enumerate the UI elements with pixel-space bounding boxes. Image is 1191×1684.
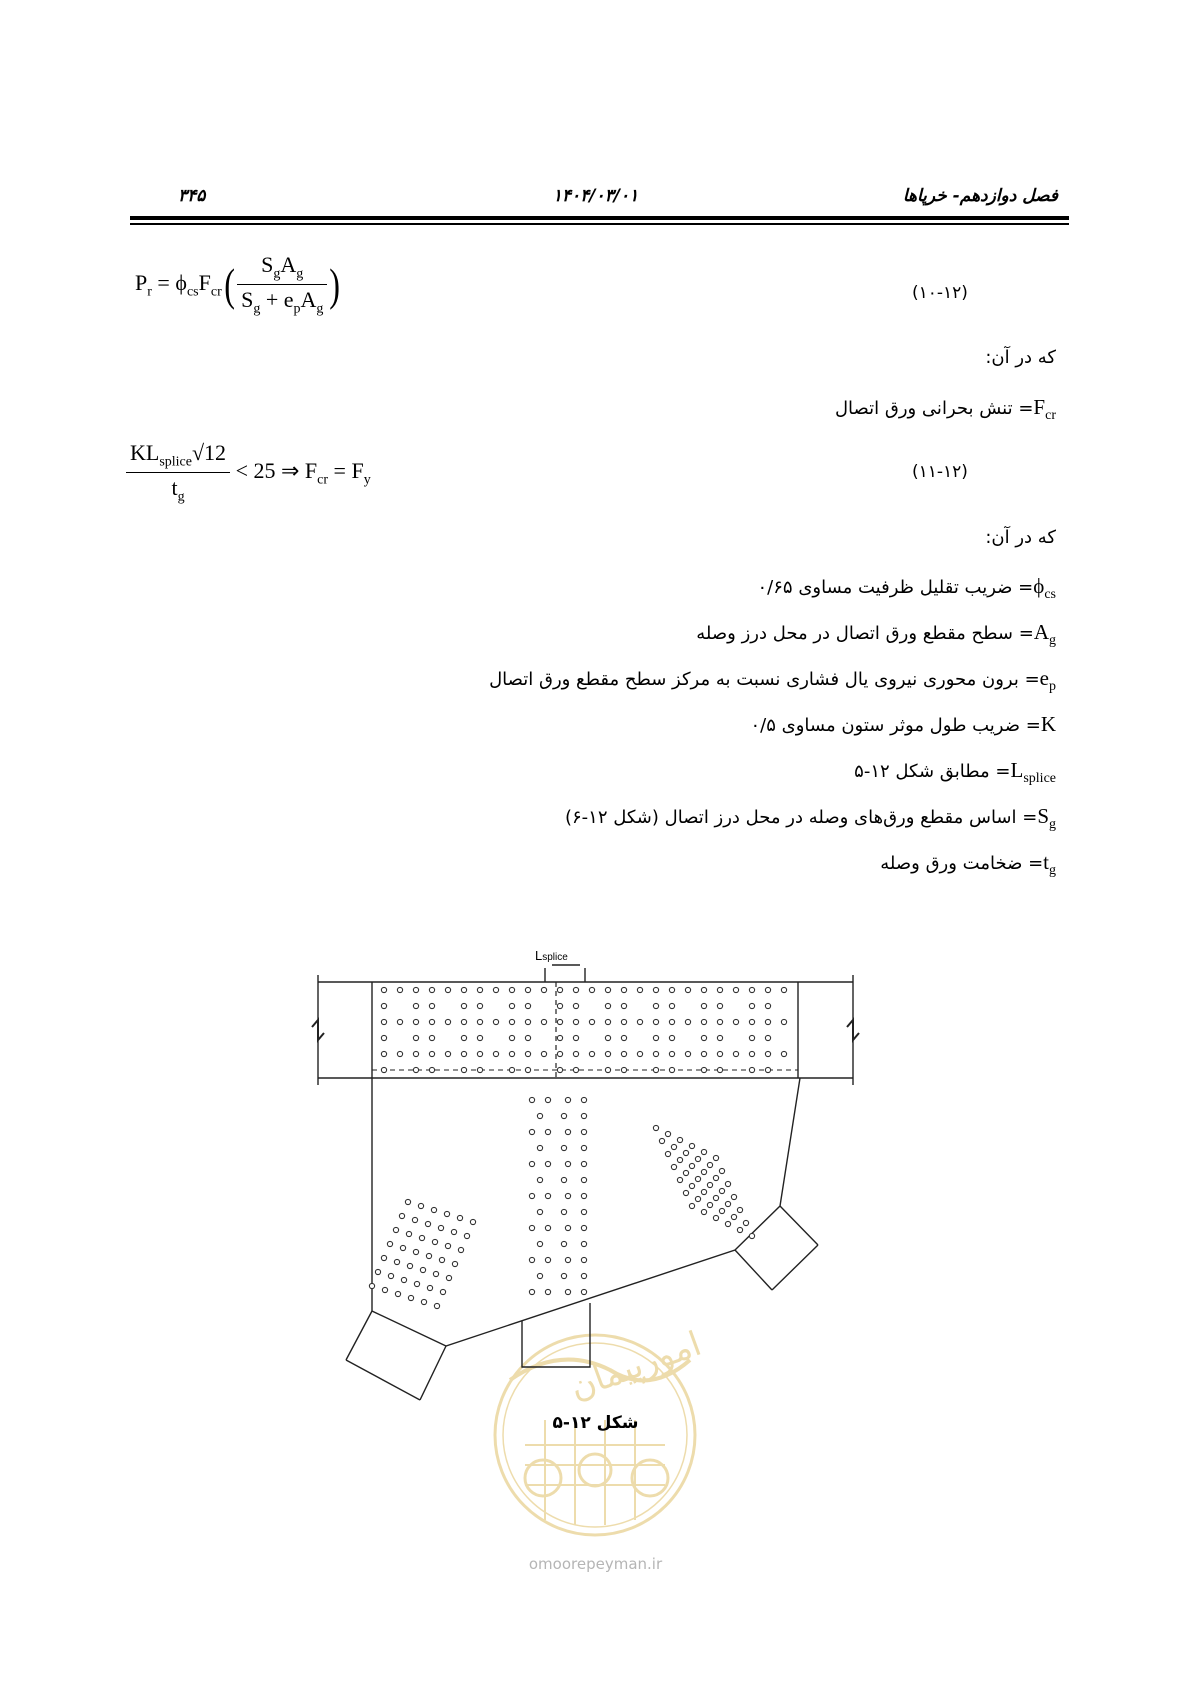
bolt-hole xyxy=(525,1067,530,1072)
bolt-hole xyxy=(461,1003,466,1008)
bolt-hole xyxy=(413,1019,418,1024)
bolt-hole xyxy=(733,1051,738,1056)
bolt-hole xyxy=(565,1193,570,1198)
bolt-hole xyxy=(581,1257,586,1262)
bolt-hole xyxy=(743,1220,748,1225)
bolt-hole xyxy=(429,987,434,992)
bolt-hole xyxy=(719,1188,724,1193)
bolt-hole xyxy=(525,1051,530,1056)
bolt-hole xyxy=(461,1019,466,1024)
bolt-hole xyxy=(581,1225,586,1230)
bolt-hole xyxy=(381,1035,386,1040)
bolt-hole xyxy=(685,987,690,992)
bolt-hole xyxy=(419,1235,424,1240)
bolt-hole xyxy=(381,1255,386,1260)
bolt-hole xyxy=(509,1067,514,1072)
bolt-hole xyxy=(525,1019,530,1024)
bolt-hole xyxy=(561,1145,566,1150)
lsplice-label: Lsplice xyxy=(535,948,568,963)
bolt-hole xyxy=(429,1067,434,1072)
bolt-hole xyxy=(749,987,754,992)
bolt-hole xyxy=(683,1150,688,1155)
bolt-hole xyxy=(509,1051,514,1056)
bolt-hole xyxy=(529,1161,534,1166)
bolt-hole xyxy=(537,1177,542,1182)
bolt-hole xyxy=(685,1051,690,1056)
bolt-hole xyxy=(669,987,674,992)
bolt-hole xyxy=(561,1113,566,1118)
bolt-hole xyxy=(605,1019,610,1024)
bolt-hole xyxy=(589,1019,594,1024)
bolt-hole xyxy=(749,1051,754,1056)
bolt-hole xyxy=(414,1281,419,1286)
bolt-hole xyxy=(565,1161,570,1166)
bolt-hole xyxy=(427,1285,432,1290)
bolt-hole xyxy=(399,1213,404,1218)
bolt-hole xyxy=(605,1051,610,1056)
bolt-hole xyxy=(731,1194,736,1199)
bolt-hole xyxy=(653,1125,658,1130)
bolt-hole xyxy=(581,1129,586,1134)
bolt-hole xyxy=(565,1129,570,1134)
bolt-hole xyxy=(573,1051,578,1056)
bolt-hole xyxy=(685,1019,690,1024)
bolt-hole xyxy=(589,1051,594,1056)
bolt-hole xyxy=(695,1156,700,1161)
bolt-hole xyxy=(397,1019,402,1024)
bolt-hole xyxy=(418,1203,423,1208)
equation-number-11-12: (۱۱-۱۲) xyxy=(912,462,968,482)
bolt-hole xyxy=(701,1209,706,1214)
bolt-hole xyxy=(401,1277,406,1282)
bolt-hole xyxy=(781,1019,786,1024)
bolt-hole xyxy=(525,1035,530,1040)
bolt-hole xyxy=(707,1202,712,1207)
bolt-hole xyxy=(671,1164,676,1169)
bolt-hole xyxy=(529,1257,534,1262)
bolt-hole xyxy=(669,1051,674,1056)
bolt-hole xyxy=(653,1019,658,1024)
bolt-hole xyxy=(561,1209,566,1214)
bolt-hole xyxy=(381,1051,386,1056)
bolt-hole xyxy=(749,1003,754,1008)
bolt-hole xyxy=(457,1215,462,1220)
bolt-hole xyxy=(653,1035,658,1040)
bolt-hole xyxy=(525,1003,530,1008)
bolt-hole xyxy=(445,1051,450,1056)
bolt-hole xyxy=(477,987,482,992)
bolt-hole xyxy=(438,1225,443,1230)
bolt-hole xyxy=(677,1137,682,1142)
bolt-hole xyxy=(413,987,418,992)
bolt-hole xyxy=(395,1291,400,1296)
bolt-hole xyxy=(529,1193,534,1198)
bolt-hole xyxy=(653,1067,658,1072)
definition-fcr: $F_{cr}=$ تنش بحرانی ورق اتصال xyxy=(834,395,1056,424)
where-label-2: که در آن: xyxy=(985,527,1056,548)
bolt-hole xyxy=(509,987,514,992)
bolt-hole xyxy=(477,1051,482,1056)
bolt-hole xyxy=(493,1019,498,1024)
bolt-hole xyxy=(408,1295,413,1300)
bolt-hole xyxy=(381,987,386,992)
splice-plate-outline xyxy=(372,982,798,1078)
bolt-hole xyxy=(406,1231,411,1236)
bolt-hole xyxy=(689,1163,694,1168)
bolt-hole xyxy=(781,1051,786,1056)
equation-11-12: $\frac{KL_{splice}√12}{t_g}$ < 25 ⇒ $F_{cr} = F_y$ xyxy=(126,440,371,506)
bolt-hole xyxy=(537,1273,542,1278)
bolt-hole xyxy=(529,1225,534,1230)
bolt-hole xyxy=(537,1241,542,1246)
bolt-hole xyxy=(413,1051,418,1056)
bolt-hole xyxy=(733,987,738,992)
bolt-hole xyxy=(537,1209,542,1214)
definition-sg: $S_g=$ اساس مقطع ورق‌های وصله در محل درز اتصال (شکل ۱۲-۶) xyxy=(564,804,1056,833)
bolt-hole xyxy=(717,1019,722,1024)
bolt-hole xyxy=(573,1035,578,1040)
bolt-hole xyxy=(525,987,530,992)
bolt-hole xyxy=(439,1257,444,1262)
bolt-hole xyxy=(394,1259,399,1264)
bolt-hole xyxy=(464,1233,469,1238)
bolt-hole xyxy=(765,1067,770,1072)
bolt-hole xyxy=(677,1157,682,1162)
bolt-hole xyxy=(529,1129,534,1134)
bolt-hole xyxy=(621,1067,626,1072)
bolt-hole xyxy=(737,1227,742,1232)
left-diagonal-member xyxy=(346,1311,446,1400)
bolt-hole xyxy=(461,1051,466,1056)
bolt-hole xyxy=(605,987,610,992)
bolt-hole xyxy=(429,1035,434,1040)
bolt-hole xyxy=(765,1019,770,1024)
bolt-hole xyxy=(581,1273,586,1278)
bolt-hole xyxy=(431,1207,436,1212)
figure-caption: شکل ۱۲-۵ xyxy=(552,1413,639,1433)
bolt-hole xyxy=(541,1051,546,1056)
bolt-hole xyxy=(677,1177,682,1182)
bolt-hole xyxy=(733,1019,738,1024)
bolt-hole xyxy=(440,1289,445,1294)
bolt-hole xyxy=(665,1151,670,1156)
bolt-hole xyxy=(557,1035,562,1040)
bolt-hole xyxy=(375,1269,380,1274)
bolt-hole xyxy=(701,1067,706,1072)
bolt-hole xyxy=(701,1189,706,1194)
bolt-hole xyxy=(749,1067,754,1072)
bolt-holes xyxy=(369,987,786,1308)
bolt-hole xyxy=(429,1003,434,1008)
bolt-hole xyxy=(445,1243,450,1248)
bolt-hole xyxy=(557,1019,562,1024)
bolt-hole xyxy=(541,987,546,992)
bolt-hole xyxy=(713,1175,718,1180)
bolt-hole xyxy=(382,1287,387,1292)
bolt-hole xyxy=(565,1225,570,1230)
bolt-hole xyxy=(452,1261,457,1266)
bolt-hole xyxy=(461,987,466,992)
bolt-hole xyxy=(717,1051,722,1056)
bolt-hole xyxy=(671,1144,676,1149)
where-label-1: که در آن: xyxy=(985,347,1056,368)
definition-lsplice: $L_{splice}=$ مطابق شکل ۱۲-۵ xyxy=(854,758,1056,787)
bolt-hole xyxy=(429,1019,434,1024)
bolt-hole xyxy=(557,1003,562,1008)
bolt-hole xyxy=(765,987,770,992)
bolt-hole xyxy=(701,1019,706,1024)
bolt-hole xyxy=(701,987,706,992)
bolt-hole xyxy=(421,1299,426,1304)
bolt-hole xyxy=(461,1067,466,1072)
bolt-hole xyxy=(737,1207,742,1212)
bolt-hole xyxy=(405,1199,410,1204)
bolt-hole xyxy=(589,987,594,992)
bolt-hole xyxy=(653,987,658,992)
bolt-hole xyxy=(605,1067,610,1072)
bolt-hole xyxy=(621,1035,626,1040)
bolt-hole xyxy=(561,1177,566,1182)
bolt-hole xyxy=(689,1183,694,1188)
bolt-hole xyxy=(765,1003,770,1008)
bolt-hole xyxy=(565,1289,570,1294)
bolt-hole xyxy=(749,1019,754,1024)
bolt-hole xyxy=(689,1203,694,1208)
bolt-hole xyxy=(707,1182,712,1187)
bolt-hole xyxy=(545,1129,550,1134)
bolt-hole xyxy=(701,1169,706,1174)
bolt-hole xyxy=(407,1263,412,1268)
bolt-hole xyxy=(445,1019,450,1024)
bolt-hole xyxy=(477,1003,482,1008)
bolt-hole xyxy=(545,1225,550,1230)
bolt-hole xyxy=(581,1241,586,1246)
bolt-hole xyxy=(581,1209,586,1214)
bolt-hole xyxy=(621,1051,626,1056)
bolt-hole xyxy=(665,1131,670,1136)
bolt-hole xyxy=(581,1177,586,1182)
page-number: ۳۴۵ xyxy=(178,186,206,206)
bolt-hole xyxy=(689,1143,694,1148)
break-mark-right xyxy=(847,1020,859,1040)
bolt-hole xyxy=(707,1162,712,1167)
bolt-hole xyxy=(669,1019,674,1024)
bolt-hole xyxy=(653,1003,658,1008)
equation-number-10-12: (۱۰-۱۲) xyxy=(912,283,968,303)
bolt-hole xyxy=(717,1003,722,1008)
bolt-hole xyxy=(725,1221,730,1226)
eq2-fraction: $\frac{KL_{splice}√12}{t_g}$ xyxy=(126,440,230,506)
bolt-hole xyxy=(581,1289,586,1294)
bolt-hole xyxy=(621,987,626,992)
watermark-url: omoorepeyman.ir xyxy=(528,1555,663,1573)
eq1-fraction: $\frac{S_gA_g}{S_g + e_pA_g}$ xyxy=(237,252,327,318)
bolt-hole xyxy=(581,1113,586,1118)
bolt-hole xyxy=(537,1113,542,1118)
bolt-hole xyxy=(573,1003,578,1008)
bolt-hole xyxy=(397,987,402,992)
bolt-hole xyxy=(393,1227,398,1232)
bolt-hole xyxy=(669,1067,674,1072)
bolt-hole xyxy=(659,1138,664,1143)
bolt-hole xyxy=(400,1245,405,1250)
bolt-hole xyxy=(477,1067,482,1072)
bolt-hole xyxy=(701,1149,706,1154)
bolt-hole xyxy=(683,1190,688,1195)
bolt-hole xyxy=(388,1273,393,1278)
break-mark-left xyxy=(312,1020,324,1040)
bolt-hole xyxy=(653,1051,658,1056)
header-date: ۱۴۰۴/۰۳/۰۱ xyxy=(552,186,639,206)
definition-tg: $t_g=$ ضخامت ورق وصله xyxy=(880,850,1056,879)
bolt-hole xyxy=(429,1051,434,1056)
bolt-hole xyxy=(565,1257,570,1262)
bolt-hole xyxy=(581,1193,586,1198)
bolt-hole xyxy=(413,1067,418,1072)
bolt-hole xyxy=(458,1247,463,1252)
definition-phi-cs: $\phi_{cs}=$ ضریب تقلیل ظرفیت مساوی ۰/۶۵ xyxy=(757,574,1056,603)
bolt-hole xyxy=(461,1035,466,1040)
bolt-hole xyxy=(381,1003,386,1008)
bolt-hole xyxy=(470,1219,475,1224)
bolt-hole xyxy=(420,1267,425,1272)
bolt-hole xyxy=(719,1208,724,1213)
bolt-hole xyxy=(717,1067,722,1072)
bolt-hole xyxy=(701,1035,706,1040)
bolt-hole xyxy=(545,1257,550,1262)
bolt-hole xyxy=(621,1019,626,1024)
bolt-hole xyxy=(477,1035,482,1040)
svg-text:امورپیمان: امورپیمان xyxy=(564,1323,707,1409)
bolt-hole xyxy=(509,1035,514,1040)
bolt-hole xyxy=(581,1097,586,1102)
bolt-hole xyxy=(557,1051,562,1056)
bolt-hole xyxy=(573,987,578,992)
bolt-hole xyxy=(637,1051,642,1056)
bolt-hole xyxy=(669,1003,674,1008)
bolt-hole xyxy=(561,1241,566,1246)
bolt-hole xyxy=(545,1193,550,1198)
bolt-hole xyxy=(701,1051,706,1056)
bolt-hole xyxy=(477,1019,482,1024)
equation-10-12: $P_r = \phi_{cs}F_{cr}$( $\frac{S_gA_g}{S_g + e_pA_g}$ ) xyxy=(135,252,341,317)
bolt-hole xyxy=(637,1019,642,1024)
bolt-hole xyxy=(573,1067,578,1072)
bolt-hole xyxy=(426,1253,431,1258)
bolt-hole xyxy=(781,987,786,992)
bolt-hole xyxy=(581,1145,586,1150)
bolt-hole xyxy=(621,1003,626,1008)
bolt-hole xyxy=(695,1176,700,1181)
fcr-symbol: $F_{cr}$ xyxy=(1033,395,1056,424)
bolt-hole xyxy=(493,1051,498,1056)
lsplice-dimension xyxy=(545,965,585,982)
bolt-hole xyxy=(537,1145,542,1150)
bolt-hole xyxy=(713,1215,718,1220)
bolt-hole xyxy=(493,987,498,992)
bolt-hole xyxy=(573,1019,578,1024)
bolt-hole xyxy=(557,987,562,992)
chapter-title: فصل دوازدهم- خرپاها xyxy=(902,186,1058,206)
bolt-hole xyxy=(545,1161,550,1166)
bolt-hole xyxy=(529,1097,534,1102)
bolt-hole xyxy=(425,1221,430,1226)
bolt-hole xyxy=(731,1214,736,1219)
bolt-hole xyxy=(605,1035,610,1040)
bolt-hole xyxy=(725,1201,730,1206)
bolt-hole xyxy=(605,1003,610,1008)
bolt-hole xyxy=(683,1170,688,1175)
bolt-hole xyxy=(713,1155,718,1160)
bolt-hole xyxy=(695,1196,700,1201)
bolt-hole xyxy=(387,1241,392,1246)
bolt-hole xyxy=(529,1289,534,1294)
bolt-hole xyxy=(765,1051,770,1056)
bolt-hole xyxy=(509,1019,514,1024)
bolt-hole xyxy=(444,1211,449,1216)
definition-ep: $e_p=$ برون محوری نیروی یال فشاری نسبت به مرکز سطح مقطع ورق اتصال xyxy=(489,666,1056,695)
bolt-hole xyxy=(381,1067,386,1072)
bolt-hole xyxy=(545,1097,550,1102)
bolt-hole xyxy=(432,1239,437,1244)
bolt-hole xyxy=(565,1097,570,1102)
bolt-hole xyxy=(701,1003,706,1008)
bolt-hole xyxy=(725,1181,730,1186)
bolt-hole xyxy=(413,1249,418,1254)
definition-k: K= ضریب طول موثر ستون مساوی ۰/۵ xyxy=(750,712,1056,736)
bolt-hole xyxy=(397,1051,402,1056)
bolt-hole xyxy=(433,1271,438,1276)
bolt-hole xyxy=(451,1229,456,1234)
definition-ag: $A_g=$ سطح مقطع ورق اتصال در محل درز وصله xyxy=(696,620,1056,649)
bolt-hole xyxy=(765,1035,770,1040)
bolt-hole xyxy=(637,987,642,992)
right-diagonal-member xyxy=(735,1206,818,1290)
bolt-hole xyxy=(669,1035,674,1040)
bolt-hole xyxy=(561,1273,566,1278)
bolt-hole xyxy=(381,1019,386,1024)
bolt-hole xyxy=(434,1303,439,1308)
bolt-hole xyxy=(717,987,722,992)
bolt-hole xyxy=(446,1275,451,1280)
bolt-hole xyxy=(412,1217,417,1222)
bolt-hole xyxy=(557,1067,562,1072)
bolt-hole xyxy=(717,1035,722,1040)
bolt-hole xyxy=(713,1195,718,1200)
bolt-hole xyxy=(369,1283,374,1288)
bolt-hole xyxy=(541,1019,546,1024)
bolt-hole xyxy=(749,1233,754,1238)
bolt-hole xyxy=(413,1035,418,1040)
bolt-hole xyxy=(719,1168,724,1173)
bolt-hole xyxy=(413,1003,418,1008)
bolt-hole xyxy=(749,1035,754,1040)
bolt-hole xyxy=(509,1003,514,1008)
bolt-hole xyxy=(581,1161,586,1166)
bolt-hole xyxy=(545,1289,550,1294)
bolt-hole xyxy=(445,987,450,992)
